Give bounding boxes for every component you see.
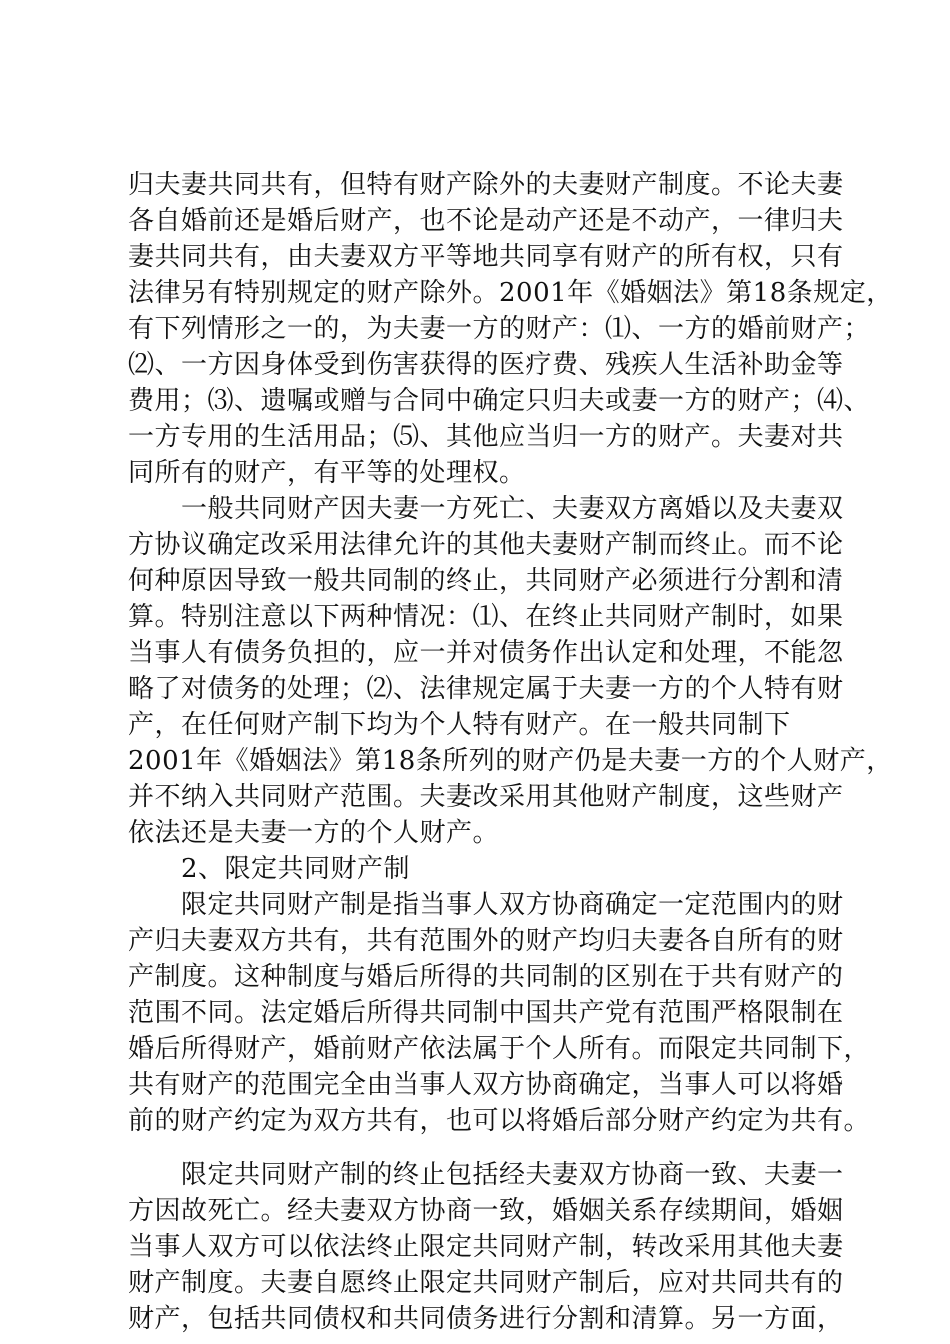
section-heading: 2、限定共同财产制 bbox=[128, 854, 411, 884]
text-line: 产归夫妻双方共有，共有范围外的财产均归夫妻各自所有的财 bbox=[128, 926, 844, 956]
text-line: 当事人有债务负担的，应一并对债务作出认定和处理，不能忽 bbox=[128, 638, 844, 668]
text-line: 财产制度。夫妻自愿终止限定共同财产制后，应对共同共有的 bbox=[128, 1268, 844, 1298]
text-line: 同所有的财产，有平等的处理权。 bbox=[128, 458, 526, 488]
text-line: 产制度。这种制度与婚后所得的共同制的区别在于共有财产的 bbox=[128, 962, 844, 992]
text-line: 归夫妻共同共有，但特有财产除外的夫妻财产制度。不论夫妻 bbox=[128, 170, 844, 200]
text-line: 依法还是夫妻一方的个人财产。 bbox=[128, 818, 500, 848]
text-line: 妻共同共有，由夫妻双方平等地共同享有财产的所有权，只有 bbox=[128, 242, 844, 272]
text-line: 当事人双方可以依法终止限定共同财产制，转改采用其他夫妻 bbox=[128, 1232, 844, 1262]
text-line: 婚后所得财产，婚前财产依法属于个人所有。而限定共同制下， bbox=[128, 1034, 871, 1064]
text-line: 法律另有特别规定的财产除外。2001年《婚姻法》第18条规定， bbox=[128, 278, 893, 308]
text-line: 共有财产的范围完全由当事人双方协商确定，当事人可以将婚 bbox=[128, 1070, 844, 1100]
text-line: 一方专用的生活用品；⑸、其他应当归一方的财产。夫妻对共 bbox=[128, 422, 844, 452]
text-line: 范围不同。法定婚后所得共同制中国共产党有范围严格限制在 bbox=[128, 998, 844, 1028]
text-line: 何种原因导致一般共同制的终止，共同财产必须进行分割和清 bbox=[128, 566, 844, 596]
text-line: ⑵、一方因身体受到伤害获得的医疗费、残疾人生活补助金等 bbox=[128, 350, 844, 380]
text-line: 2001年《婚姻法》第18条所列的财产仍是夫妻一方的个人财产， bbox=[128, 746, 893, 776]
text-line: 有下列情形之一的，为夫妻一方的财产：⑴、一方的婚前财产； bbox=[128, 314, 871, 344]
text-line: 各自婚前还是婚后财产，也不论是动产还是不动产，一律归夫 bbox=[128, 206, 844, 236]
text-line: 并不纳入共同财产范围。夫妻改采用其他财产制度，这些财产 bbox=[128, 782, 844, 812]
text-line: 一般共同财产因夫妻一方死亡、夫妻双方离婚以及夫妻双 bbox=[128, 494, 844, 524]
text-line: 费用；⑶、遗嘱或赠与合同中确定只归夫或妻一方的财产；⑷、 bbox=[128, 386, 871, 416]
text-line: 方协议确定改采用法律允许的其他夫妻财产制而终止。而不论 bbox=[128, 530, 844, 560]
text-line: 限定共同财产制是指当事人双方协商确定一定范围内的财 bbox=[128, 890, 844, 920]
text-line: 产，在任何财产制下均为个人特有财产。在一般共同制下 bbox=[128, 710, 791, 740]
text-line: 算。特别注意以下两种情况：⑴、在终止共同财产制时，如果 bbox=[128, 602, 844, 632]
text-line: 限定共同财产制的终止包括经夫妻双方协商一致、夫妻一 bbox=[128, 1160, 844, 1190]
text-line: 前的财产约定为双方共有，也可以将婚后部分财产约定为共有。 bbox=[128, 1106, 871, 1136]
text-line: 财产，包括共同债权和共同债务进行分割和清算。另一方面， bbox=[128, 1304, 844, 1334]
text-line: 略了对债务的处理；⑵、法律规定属于夫妻一方的个人特有财 bbox=[128, 674, 844, 704]
text-line: 方因故死亡。经夫妻双方协商一致，婚姻关系存续期间，婚姻 bbox=[128, 1196, 844, 1226]
